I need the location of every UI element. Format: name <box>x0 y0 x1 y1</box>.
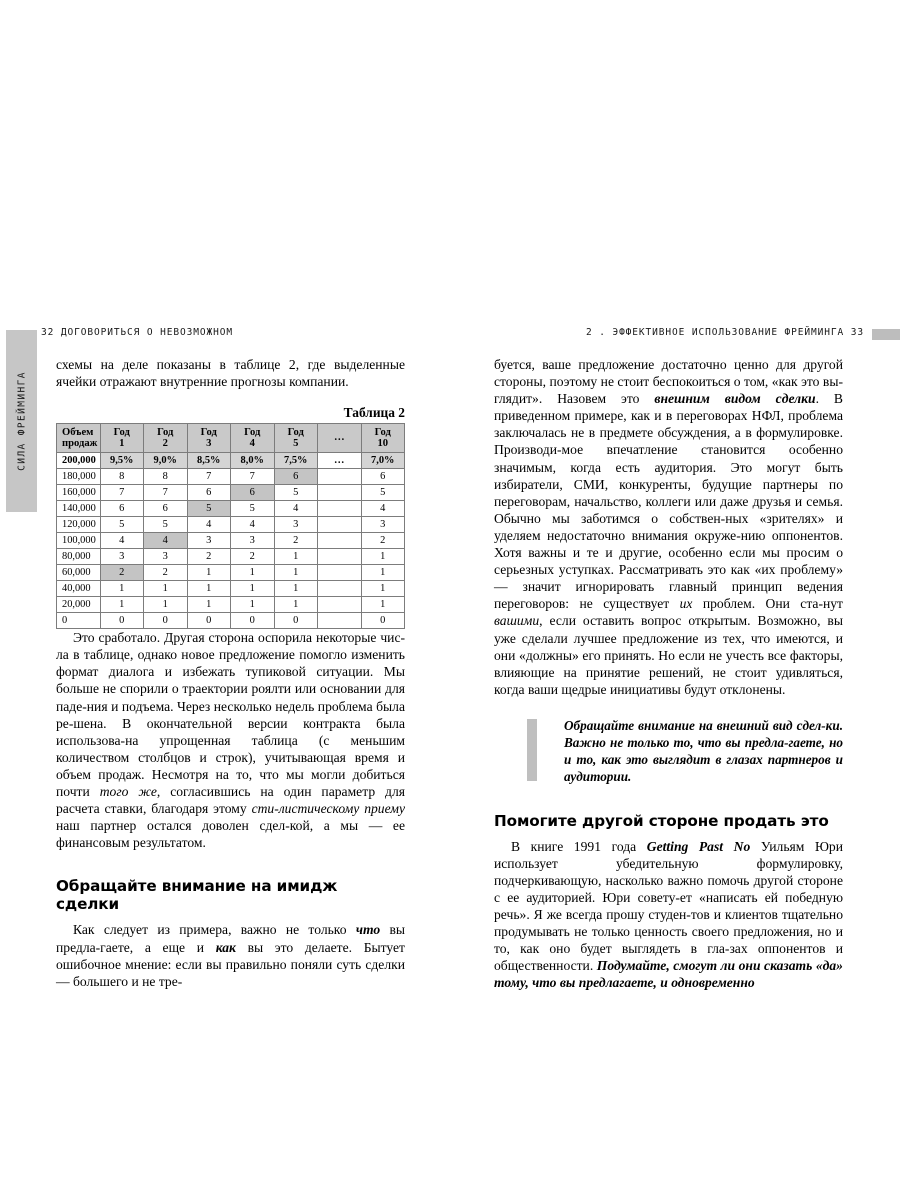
table-column-header: Год 1 <box>100 424 144 453</box>
table-cell-rate: 1 <box>274 581 318 597</box>
table-column-header: Год 10 <box>361 424 405 453</box>
right-column <box>494 356 843 992</box>
left-intro-paragraph: схемы на деле показаны в таблице 2, где выделенные ячейки отражают внутренние прогнозы компании. <box>56 357 405 390</box>
table-cell-rate: 7 <box>187 469 231 485</box>
table-cell-rate: 1 <box>187 597 231 613</box>
table-cell-rate: 0 <box>231 613 275 629</box>
table-cell-rate <box>318 517 362 533</box>
table-cell-sales-volume: 60,000 <box>57 565 101 581</box>
table-cell-rate: 1 <box>187 581 231 597</box>
emphasis-text: Подумайте, смогут ли они сказать «да» тому, что вы предлагаете, и одновременно <box>494 958 843 991</box>
right-section-heading: Помогите другой стороне продать это <box>494 811 829 830</box>
table-row <box>57 581 405 597</box>
table-header-row <box>57 424 405 453</box>
table-row <box>57 485 405 501</box>
table-cell-rate: 1 <box>231 597 275 613</box>
table-cell-rate: 5 <box>274 485 318 501</box>
emphasis-text: внешним видом сделки <box>654 391 816 407</box>
left-paragraph-heading-body: Как следует из примера, важно не только что вы предла-гаете, а еще и как вы это делаете. Бытует ошибочное мнение: если вы правильно поняли суть сделки — большего и не тре- <box>56 922 405 989</box>
table-column-header: Объем продаж <box>57 424 101 453</box>
table-cell-rate: 7,0% <box>361 453 405 469</box>
table-cell-rate: 2 <box>274 533 318 549</box>
table-row <box>57 597 405 613</box>
table-cell-rate: 3 <box>231 533 275 549</box>
table-body <box>57 453 405 629</box>
table-cell-rate: 2 <box>361 533 405 549</box>
running-head-right: 2 . ЭФФЕКТИВНОЕ ИСПОЛЬЗОВАНИЕ ФРЕЙМИНГА 33 <box>585 327 864 338</box>
chapter-thumb-tab-label: СИЛА ФРЕЙМИНГА <box>16 371 27 471</box>
emphasis-text: сти-листическому приему <box>251 801 405 817</box>
table-cell-rate: 9,5% <box>100 453 144 469</box>
table-row <box>57 517 405 533</box>
table-cell-rate: 4 <box>361 501 405 517</box>
table-cell-rate: 1 <box>361 549 405 565</box>
table-cell-rate: 6 <box>100 501 144 517</box>
table-cell-sales-volume: 160,000 <box>57 485 101 501</box>
table-cell-rate: 0 <box>100 613 144 629</box>
table-cell-rate <box>318 613 362 629</box>
right-paragraph-1: буется, ваше предложение достаточно ценно для другой стороны, поэтому не стоит беспокоиться о том, «как это вы-глядит». Назовем это внешним видом сделки. В приведенном примере, как и в переговорах НФЛ, проблема заключалась не в предмете обсуждения, а в формулировке. Производи-мое впечатление становится особенно значимым, когда есть аудитория. Это могут быть избиратели, СМИ, конкуренты, будущие партнеры по переговорам, начальство, коллеги или даже друзья и семья. Обычно мы заботимся о собствен-ных «зрителях» и уделяем недостаточно внимания окруже-нию оппонентов. Хотя важны и те и другие, особенно если мы просим о серьезных уступках. Рассматривать это как «их проблему» — значит игнорировать главный принцип ведения переговоров: не существует их проблем. Они ста-нут вашими, если оставить вопрос открытым. Возможно, вы уже сделали лучшее предложение из тех, что имеются, и они «должны» его принять. Но если не учесть все факторы, влияющие на принятие решений, не стоит удивляться, когда ваши щедрые инициативы будут отклонены. <box>494 357 843 697</box>
table-cell-rate: 0 <box>187 613 231 629</box>
table-cell-rate: 1 <box>100 581 144 597</box>
table-column-header: Год 3 <box>187 424 231 453</box>
table-cell-rate <box>318 581 362 597</box>
table-cell-rate: 7 <box>144 485 188 501</box>
emphasis-text: как <box>215 939 236 955</box>
table-cell-rate: 8 <box>144 469 188 485</box>
running-head-left: 32 ДОГОВОРИТЬСЯ О НЕВОЗМОЖНОМ <box>41 327 233 338</box>
pull-quote-callout <box>494 717 843 786</box>
emphasis-text: Getting Past No <box>646 838 751 854</box>
page-edge-marker <box>872 329 900 340</box>
table-cell-rate <box>318 485 362 501</box>
emphasis-text: их <box>679 596 693 612</box>
table-caption: Таблица 2 <box>343 405 405 421</box>
table-cell-rate: 7 <box>231 469 275 485</box>
table-cell-rate: 1 <box>187 565 231 581</box>
left-section-heading: Обращайте внимание на имидж сделки <box>56 877 338 914</box>
emphasis-text: что <box>355 922 381 938</box>
table-cell-rate: 6 <box>361 469 405 485</box>
table-cell-rate: 9,0% <box>144 453 188 469</box>
table-cell-rate: 2 <box>187 549 231 565</box>
table-cell-rate: 1 <box>361 565 405 581</box>
chapter-thumb-tab <box>6 330 37 512</box>
table-cell-sales-volume: 180,000 <box>57 469 101 485</box>
table-cell-rate: 5 <box>361 485 405 501</box>
table-cell-rate: 3 <box>144 549 188 565</box>
table-cell-sales-volume: 80,000 <box>57 549 101 565</box>
table-cell-rate: 6 <box>187 485 231 501</box>
table-cell-rate: 7,5% <box>274 453 318 469</box>
table-cell-rate: 1 <box>361 581 405 597</box>
table-cell-rate: 3 <box>187 533 231 549</box>
table-cell-rate: 4 <box>144 533 188 549</box>
table-row <box>57 469 405 485</box>
table-cell-rate: 5 <box>231 501 275 517</box>
table-cell-sales-volume: 20,000 <box>57 597 101 613</box>
table-cell-rate: 0 <box>144 613 188 629</box>
table-cell-rate <box>318 549 362 565</box>
table-cell-rate: 3 <box>100 549 144 565</box>
table-cell-rate: 3 <box>274 517 318 533</box>
table-cell-rate: 4 <box>274 501 318 517</box>
table-column-header: Год 2 <box>144 424 188 453</box>
table-cell-rate: 3 <box>361 517 405 533</box>
table-row <box>57 453 405 469</box>
table-cell-rate <box>318 565 362 581</box>
table-cell-rate: 1 <box>144 597 188 613</box>
table-cell-rate: 5 <box>100 517 144 533</box>
pull-quote-bar <box>527 719 537 781</box>
table-cell-rate: 8,0% <box>231 453 275 469</box>
table-cell-rate: 7 <box>100 485 144 501</box>
table-cell-rate: 1 <box>274 549 318 565</box>
table-row <box>57 613 405 629</box>
table-cell-rate <box>318 501 362 517</box>
table-cell-sales-volume: 40,000 <box>57 581 101 597</box>
pull-quote-text: Обращайте внимание на внешний вид сдел-ки. Важно не только то, что вы предла-гаете, но и то, как это выглядит в глазах партнеров и аудитории. <box>564 717 843 785</box>
table-cell-rate: 8 <box>100 469 144 485</box>
table-cell-rate: 6 <box>274 469 318 485</box>
table-cell-sales-volume: 140,000 <box>57 501 101 517</box>
table-cell-rate: 1 <box>361 597 405 613</box>
table-cell-rate: 2 <box>100 565 144 581</box>
table-cell-rate: … <box>318 453 362 469</box>
table-cell-rate: 1 <box>274 597 318 613</box>
table-cell-rate: 6 <box>231 485 275 501</box>
table-cell-sales-volume: 200,000 <box>57 453 101 469</box>
table-cell-rate: 8,5% <box>187 453 231 469</box>
table-cell-rate: 1 <box>100 597 144 613</box>
table-row <box>57 501 405 517</box>
table-cell-rate <box>318 597 362 613</box>
table-row <box>57 565 405 581</box>
table-cell-rate: 4 <box>100 533 144 549</box>
table-cell-sales-volume: 0 <box>57 613 101 629</box>
table-cell-rate: 0 <box>274 613 318 629</box>
table-cell-sales-volume: 120,000 <box>57 517 101 533</box>
table-cell-rate: 6 <box>144 501 188 517</box>
emphasis-text: вашими <box>494 613 540 629</box>
table-row <box>57 533 405 549</box>
table-cell-rate: 4 <box>231 517 275 533</box>
left-paragraph-after-table: Это сработало. Другая сторона оспорила некоторые чис-ла в таблице, однако новое предложение помогло изменить формат диалога и избежать тупиковой ситуации. Мы больше не спорили о траектории роялти или основании для паде-ния и подъема. Через несколько недель проблема была ре-шена. В окончательной версии контракта была использова-на упрощенная таблица (с меньшим количеством столбцов и строк), учитывающая время и объем продаж. Несмотря на то, что мы могли добиться почти того же, согласившись на один параметр для расчета ставки, благодаря этому сти-листическому приему наш партнер остался доволен сдел-кой, а мы — ее финансовым результатом. <box>56 630 406 851</box>
table-cell-sales-volume: 100,000 <box>57 533 101 549</box>
table-cell-rate: 5 <box>187 501 231 517</box>
table-head <box>57 424 405 453</box>
royalty-rate-table <box>56 423 405 629</box>
table-row <box>57 549 405 565</box>
right-paragraph-2: В книге 1991 года Getting Past No Уильям Юри использует убедительную формулировку, подчеркивающую, насколько важно помочь другой стороне с ее аудиторией. Юри совету-ет «написать ей победную речь». Я же всегда прошу студен-тов и клиентов тщательно продумывать не только ценность своего предложения, но и то, как оно будет выглядеть в гла-зах оппонентов и общественности. Подумайте, смогут ли они сказать «да» тому, что вы предлагаете, и одновременно <box>494 838 843 991</box>
table-cell-rate: 0 <box>361 613 405 629</box>
left-column <box>56 356 405 990</box>
table-column-header: Год 5 <box>274 424 318 453</box>
table-cell-rate: 2 <box>144 565 188 581</box>
table-cell-rate: 2 <box>231 549 275 565</box>
table-cell-rate: 1 <box>231 565 275 581</box>
table-cell-rate: 1 <box>274 565 318 581</box>
table-cell-rate: 5 <box>144 517 188 533</box>
table-column-header: … <box>318 424 362 453</box>
table-column-header: Год 4 <box>231 424 275 453</box>
table-cell-rate <box>318 533 362 549</box>
table-cell-rate: 4 <box>187 517 231 533</box>
table-cell-rate <box>318 469 362 485</box>
emphasis-text: того же <box>99 784 157 800</box>
table-cell-rate: 1 <box>231 581 275 597</box>
table-cell-rate: 1 <box>144 581 188 597</box>
